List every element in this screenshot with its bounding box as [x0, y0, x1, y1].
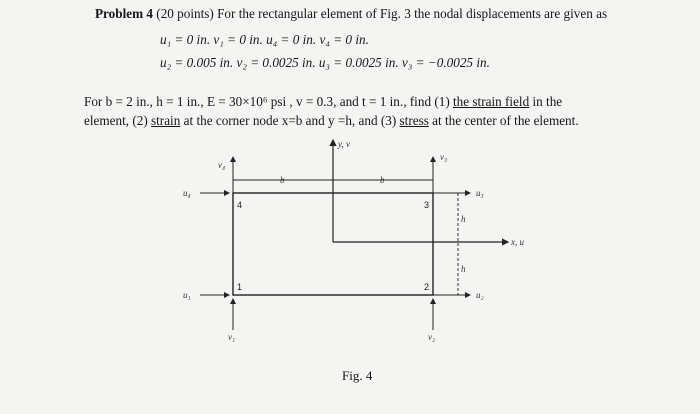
displacement-line-2: u₂ = 0.005 in. v₂ = 0.0025 in. u₃ = 0.0025 in. v₃ = −0.0025 in. — [160, 55, 490, 70]
stress-term: stress — [399, 113, 429, 128]
given-text-d: at the corner node x=b and y =h, and (3) — [180, 113, 400, 128]
given-text-a: For b = 2 in., h = 1 in., E = 30×10⁶ psi , v = 0.3, and t = 1 in., find (1) — [84, 94, 454, 109]
dim-b-left: b — [280, 175, 285, 185]
given-text-b: in the — [529, 94, 563, 109]
node-2-number: 2 — [424, 282, 430, 292]
v3-label: v₃ — [440, 152, 448, 162]
u3-label: u₃ — [476, 188, 484, 198]
x-axis-label: x, u — [511, 237, 524, 247]
dim-b-right: b — [380, 175, 385, 185]
node-3-number: 3 — [424, 200, 430, 210]
y-axis-label: y, v — [338, 139, 350, 149]
u2-label: u₂ — [476, 290, 484, 300]
strain-field-term: the strain field — [453, 94, 530, 109]
dim-h-upper: h — [461, 214, 466, 224]
figure-caption: Fig. 4 — [342, 368, 373, 383]
v1-label: v₁ — [228, 332, 236, 342]
u1-label: u₁ — [183, 290, 191, 300]
strain-term: strain — [151, 113, 181, 128]
displacement-line-1: u₁ = 0 in. v₁ = 0 in. u₄ = 0 in. v₄ = 0 in. — [160, 32, 369, 47]
u4-label: u₄ — [183, 188, 191, 198]
given-text-c: element, (2) — [84, 113, 152, 128]
node-4-number: 4 — [237, 200, 243, 210]
v2-label: v₂ — [428, 332, 436, 342]
dim-h-lower: h — [461, 264, 466, 274]
node-1-number: 1 — [237, 282, 243, 292]
given-text-e: at the center of the element. — [428, 113, 579, 128]
problem-intro: (20 points) For the rectangular element of Fig. 3 the nodal displacements are given as — [156, 6, 608, 21]
problem-title: Problem 4 — [95, 6, 153, 21]
v4-label: v₄ — [218, 160, 226, 170]
